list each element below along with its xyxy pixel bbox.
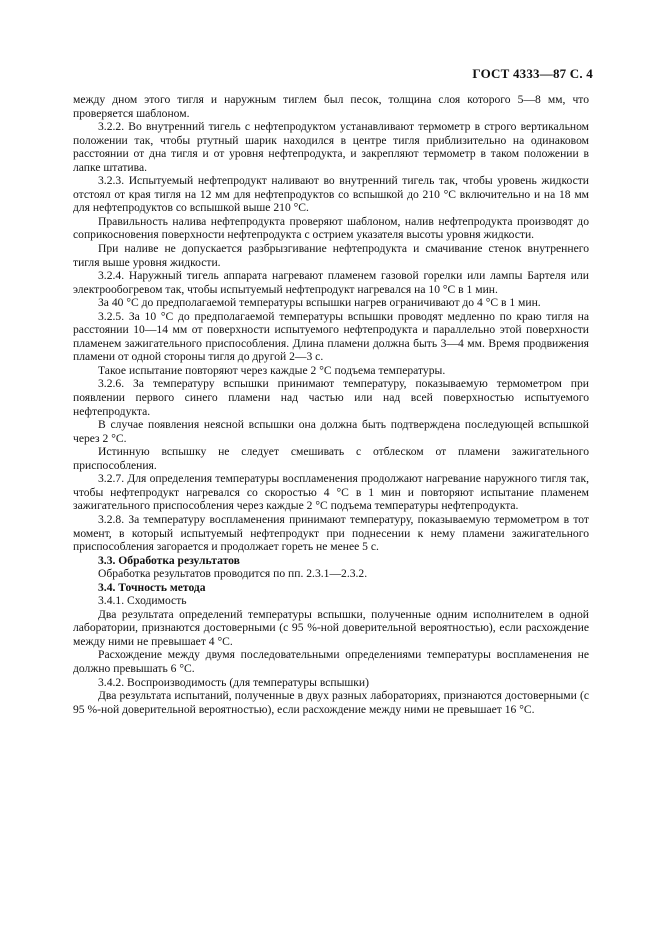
paragraph: 3.4.1. Сходимость — [98, 594, 187, 608]
paragraph: 3.4.2. Воспроизводимость (для температуры вспышки) — [98, 675, 369, 689]
paragraph: 3.2.2. Во внутренний тигель с нефтепродуктом устанавливают термометр в строго вертикальном положении так, чтобы ртутный шарик находился в центре тигля приблизительно на одинаковом расстоянии от дна тигля и от уровня нефтепродукта, и закрепляют термометр в таком положении в лапке штатива. — [73, 120, 589, 174]
paragraph: Такое испытание повторяют через каждые 2 °С подъема температуры. — [98, 363, 446, 377]
document-body — [73, 93, 589, 716]
paragraph: 3.2.3. Испытуемый нефтепродукт наливают во внутренний тигель так, чтобы уровень жидкости отстоял от края тигля на 12 мм для нефтепродуктов со вспышкой до 210 °С включительно и на 18 мм для нефтепродуктов со вспышкой выше 210 °С. — [73, 174, 589, 215]
page-header: ГОСТ 4333—87 С. 4 — [472, 66, 593, 81]
paragraph: В случае появления неясной вспышки она должна быть подтверждена последующей вспышкой через 2 °С. — [73, 418, 589, 445]
paragraph: Два результата определений температуры вспышки, полученные одним исполнителем в одной лаборатории, признаются достоверными (с 95 %-ной доверительной вероятностью), если расхождение между ними не превышает 4 °С. — [73, 607, 589, 648]
section-heading: 3.3. Обработка результатов — [98, 553, 240, 567]
paragraph: За 40 °С до предполагаемой температуры вспышки нагрев ограничивают до 4 °С в 1 мин. — [98, 296, 541, 310]
paragraph: 3.2.8. За температуру воспламенения принимают температуру, показываемую термометром в тот момент, в который испытуемый нефтепродукт при поднесении к нему пламени зажигательного приспособления загорается и продолжает гореть не менее 5 с. — [73, 512, 589, 554]
paragraph: 3.2.5. За 10 °С до предполагаемой температуры вспышки проводят медленно по краю тигля на расстоянии 10—14 мм от поверхности испытуемого нефтепродукта и параллельно этой поверхности пламенем зажигательного приспособления. Длина пламени должна быть 3—4 мм. Время продвижения пламени от одной стороны тигля до другой 2—3 с. — [73, 309, 589, 364]
paragraph: При наливе не допускается разбрызгивание нефтепродукта и смачивание стенок внутреннего тигля выше уровня жидкости. — [73, 242, 589, 269]
paragraph: 3.2.7. Для определения температуры воспламенения продолжают нагревание наружного тигля так, чтобы нефтепродукт нагревался со скоростью 4 °С в 1 мин и повторяют испытание пламенем зажигательного приспособления через каждые 2 °С подъема температуры нефтепродукта. — [73, 472, 589, 513]
paragraph: Обработка результатов проводится по пп. 2.3.1—2.3.2. — [98, 567, 368, 581]
paragraph: 3.2.6. За температуру вспышки принимают температуру, показываемую термометром при появлении первого синего пламени над частью или над всей поверхностью испытуемого нефтепродукта. — [73, 377, 589, 418]
paragraph: Правильность налива нефтепродукта проверяют шаблоном, налив нефтепродукта производят до соприкосновения поверхности нефтепродукта с острием указателя высоты уровня жидкости. — [73, 214, 589, 242]
paragraph: Два результата испытаний, полученные в двух разных лабораториях, признаются достоверными (с 95 %-ной доверительной вероятностью), если расхождение между ними не превышает 16 °С. — [73, 689, 589, 716]
paragraph: 3.2.4. Наружный тигель аппарата нагревают пламенем газовой горелки или лампы Бартеля или электрообогревом так, чтобы испытуемый нефтепродукт нагревался на 10 °С в 1 мин. — [73, 269, 589, 296]
paragraph: Расхождение между двумя последовательными определениями температуры воспламенения не должно превышать 6 °С. — [73, 648, 589, 675]
paragraph: Истинную вспышку не следует смешивать с отблеском от пламени зажигательного приспособления. — [73, 445, 589, 472]
section-heading: 3.4. Точность метода — [98, 580, 206, 594]
paragraph: между дном этого тигля и наружным тиглем был песок, толщина слоя которого 5—8 мм, что проверяется шаблоном. — [73, 93, 589, 120]
